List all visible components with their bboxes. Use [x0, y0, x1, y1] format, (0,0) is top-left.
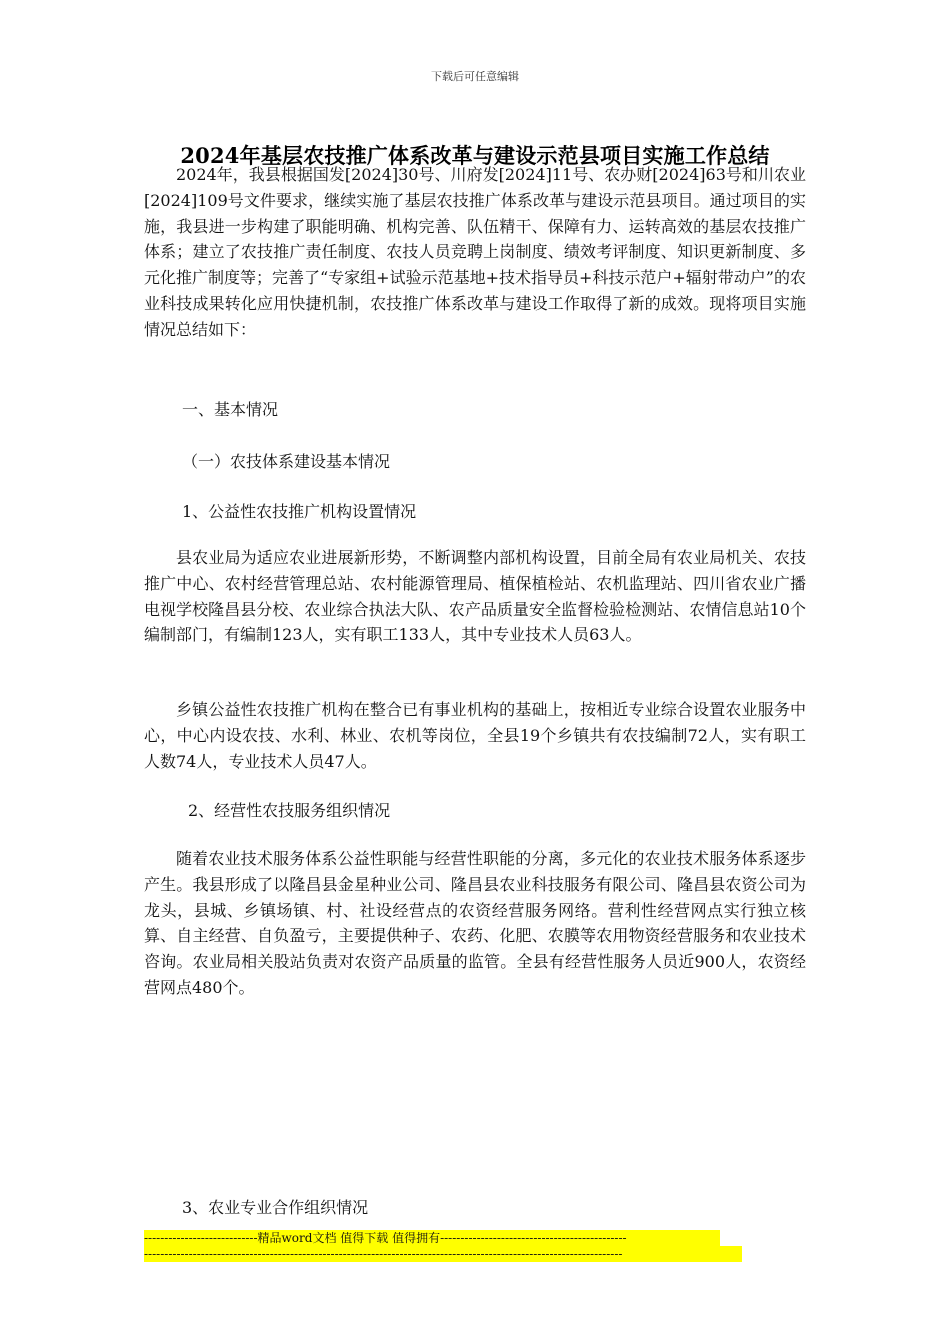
section-heading-basic: 一、基本情况 [182, 400, 279, 419]
item-heading-public-agencies: 1、公益性农技推广机构设置情况 [182, 502, 417, 521]
document-title: 2024年基层农技推广体系改革与建设示范县项目实施工作总结 [180, 143, 770, 168]
paragraph-commercial-services: 随着农业技术服务体系公益性职能与经营性职能的分离，多元化的农业技术服务体系逐步产生。我县形成了以隆昌县金星种业公司、隆昌县农业科技服务有限公司、隆昌县农资公司为龙头，县城、乡镇场镇、村、社设经营点的农资经营服务网络。营利性经营网点实行独立核算、自主经营、自负盈亏，主要提供种子、农药、化肥、农膜等农用物资经营服务和农业技术咨询。农业局相关股站负责对农资产品质量的监管。全县有经营性服务人员近900人，农资经营网点480个。 [144, 849, 806, 997]
header-note: 下载后可任意编辑 [431, 70, 519, 83]
paragraph-county-agencies: 县农业局为适应农业进展新形势，不断调整内部机构设置，目前全局有农业局机关、农技推广中心、农村经营管理总站、农村能源管理局、植保植检站、农机监理站、四川省农业广播电视学校隆昌县分校、农业综合执法大队、农产品质量安全监督检验检测站、农情信息站10个编制部门，有编制123人，实有职工133人，其中专业技术人员63人。 [144, 548, 806, 645]
item-heading-commercial-services: 2、经营性农技服务组织情况 [188, 801, 391, 820]
intro-paragraph: 2024年，我县根据国发[2024]30号、川府发[2024]11号、农办财[2024]63号和川农业[2024]109号文件要求，继续实施了基层农技推广体系改革与建设示范县项目。通过项目的实施，我县进一步构建了职能明确、机构完善、队伍精干、保障有力、运转高效的基层农技推广体系；建立了农技推广责任制度、农技人员竞聘上岗制度、绩效考评制度、知识更新制度、多元化推广制度等；完善了“专家组+试验示范基地+技术指导员+科技示范户+辐射带动户”的农业科技成果转化应用快捷机制，农技推广体系改革与建设工作取得了新的成效。现将项目实施情况总结如下： [144, 165, 806, 339]
footer-banner-line-2: ---------------------------------------------------------------------------------------------------------------------- [144, 1246, 742, 1262]
paragraph-township-agencies: 乡镇公益性农技推广机构在整合已有事业机构的基础上，按相近专业综合设置农业服务中心，中心内设农技、水利、林业、农机等岗位，全县19个乡镇共有农技编制72人，实有职工人数74人，专业技术人员47人。 [144, 700, 806, 771]
item-heading-cooperatives: 3、农业专业合作组织情况 [182, 1198, 369, 1217]
subsection-heading: （一）农技体系建设基本情况 [182, 452, 391, 471]
footer-banner-line-1: ----------------------------精品word文档 值得下载 值得拥有---------------------------------------------- [144, 1230, 720, 1246]
